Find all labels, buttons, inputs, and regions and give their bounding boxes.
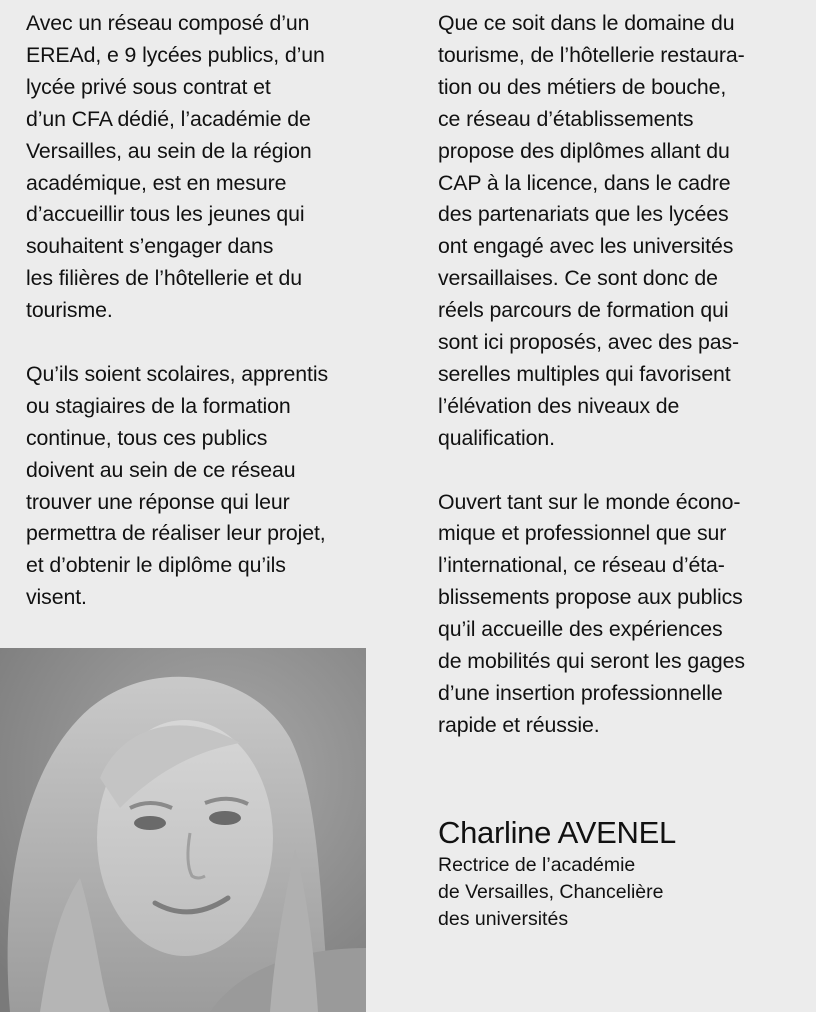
text-line: Que ce soit dans le domaine du	[438, 11, 735, 35]
text-line: sont ici proposés, avec des pas-	[438, 330, 740, 355]
text-line: qualification.	[438, 425, 555, 450]
text-line: versaillaises. Ce sont donc de	[438, 266, 718, 291]
left-eye	[134, 816, 166, 830]
left-column	[26, 8, 396, 614]
text-line: Qu’ils soient scolaires, apprentis	[26, 361, 328, 386]
text-line: trouver une réponse qui leur	[26, 489, 290, 514]
text-line: l’international, ce réseau d’éta-	[438, 553, 725, 578]
signatory-title-line: de Versailles, Chancelière	[438, 881, 664, 903]
text-line: d’un CFA dédié, l’académie de	[26, 106, 311, 131]
text-line: visent.	[26, 585, 87, 610]
text-line: tourisme, de l’hôtellerie restaura-	[438, 42, 745, 67]
text-line: académique, est en mesure	[26, 170, 287, 195]
text-line: serelles multiples qui favorisent	[438, 361, 731, 386]
text-line: d’accueillir tous les jeunes qui	[26, 202, 305, 227]
text-line: EREAd, e 9 lycées publics, d’un	[26, 42, 325, 67]
text-line: réels parcours de formation qui	[438, 298, 729, 323]
text-line: tion ou des métiers de bouche,	[438, 74, 727, 99]
text-line: ou stagiaires de la formation	[26, 393, 291, 418]
text-line: Avec un réseau composé d’un	[26, 11, 310, 35]
text-line: souhaitent s’engager dans	[26, 234, 274, 259]
signatory-title-line: des universités	[438, 908, 569, 930]
text-line: ce réseau d’établissements	[438, 106, 694, 131]
right-eye	[209, 811, 241, 825]
text-line: doivent au sein de ce réseau	[26, 457, 296, 482]
text-line: continue, tous ces publics	[26, 425, 268, 450]
text-line: tourisme.	[26, 298, 113, 323]
text-line: blissements propose aux publics	[438, 585, 743, 610]
portrait-illustration	[0, 648, 366, 1012]
text-line: propose des diplômes allant du	[438, 138, 730, 163]
portrait-photo	[0, 648, 366, 1012]
paragraph-gap	[26, 327, 396, 359]
text-line: d’une insertion professionnelle	[438, 681, 723, 706]
text-line: CAP à la licence, dans le cadre	[438, 170, 731, 195]
text-line: Versailles, au sein de la région	[26, 138, 312, 163]
text-line: Ouvert tant sur le monde écono-	[438, 489, 741, 514]
left-paragraph-1	[26, 8, 396, 327]
text-line: des partenariats que les lycées	[438, 202, 729, 227]
left-paragraph-2	[26, 359, 396, 614]
text-line: qu’il accueille des expériences	[438, 617, 723, 642]
signatory-name: Charline AVENEL	[438, 815, 676, 850]
right-column	[438, 8, 813, 742]
paragraph-gap	[438, 455, 813, 487]
right-paragraph-1	[438, 8, 813, 455]
text-line: les filières de l’hôtellerie et du	[26, 266, 302, 291]
signatory-title-line: Rectrice de l’académie	[438, 854, 636, 876]
signature-block	[438, 814, 676, 933]
right-paragraph-2	[438, 487, 813, 742]
text-line: mique et professionnel que sur	[438, 521, 727, 546]
text-line: lycée privé sous contrat et	[26, 74, 271, 99]
text-line: permettra de réaliser leur projet,	[26, 521, 326, 546]
text-line: et d’obtenir le diplôme qu’ils	[26, 553, 286, 578]
text-line: ont engagé avec les universités	[438, 234, 734, 259]
text-line: de mobilités qui seront les gages	[438, 649, 745, 674]
text-line: rapide et réussie.	[438, 712, 600, 737]
text-line: l’élévation des niveaux de	[438, 393, 680, 418]
